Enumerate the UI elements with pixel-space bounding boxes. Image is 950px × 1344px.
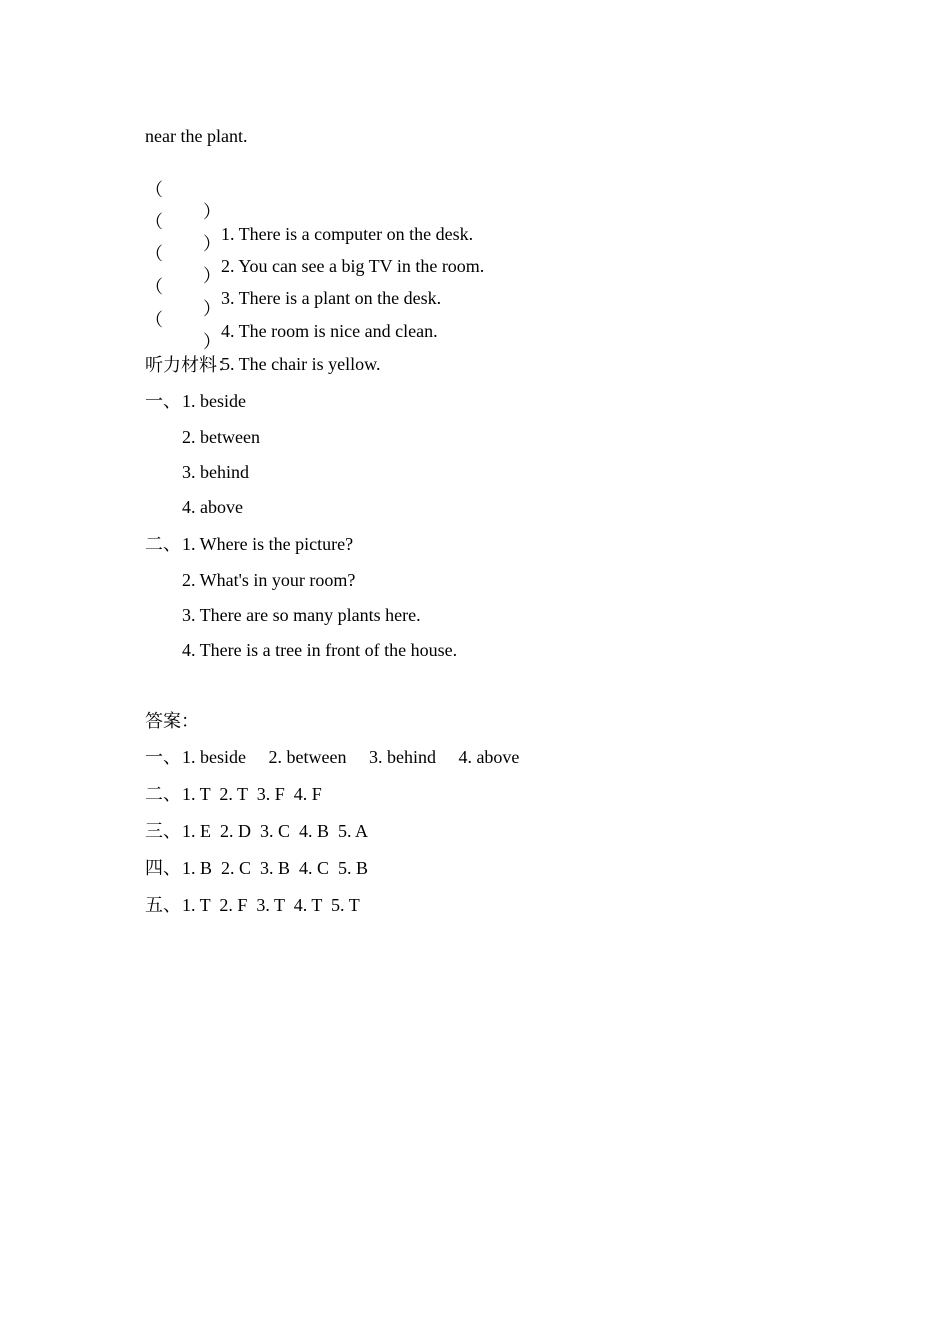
passage-text: near the plant. <box>145 126 248 146</box>
answer-row-text: 1. E 2. D 3. C 4. B 5. A <box>182 821 369 841</box>
true-false-text: 2. You can see a big TV in the room. <box>221 256 485 276</box>
open-paren: （ <box>145 277 163 297</box>
true-false-text: 5. The chair is yellow. <box>221 354 381 374</box>
listening-item: 3. behind <box>182 462 249 482</box>
open-paren: （ <box>145 180 163 200</box>
listening-item: 4. There is a tree in front of the house. <box>182 640 458 660</box>
close-paren: ） <box>203 234 221 254</box>
true-false-text: 3. There is a plant on the desk. <box>221 288 442 308</box>
listening-heading: 听力材料： <box>145 355 235 375</box>
true-false-item-1 <box>145 157 645 244</box>
listening-item: 1. Where is the picture? <box>182 534 354 554</box>
listening-item: 2. between <box>182 427 260 447</box>
listening-item: 4. above <box>182 497 243 517</box>
close-paren: ） <box>203 266 221 286</box>
open-paren: （ <box>145 310 163 330</box>
answers-heading: 答案： <box>145 711 199 731</box>
answer-row-text: 1. T 2. F 3. T 4. T 5. T <box>182 895 360 915</box>
close-paren: ） <box>203 202 221 222</box>
true-false-text: 1. There is a computer on the desk. <box>221 224 474 244</box>
answer-row-label: 四、 <box>145 858 181 878</box>
answer-row-label: 三、 <box>145 821 181 841</box>
answer-row-label: 二、 <box>145 784 181 804</box>
close-paren: ） <box>203 299 221 319</box>
answer-row-text: 1. beside 2. between 3. behind 4. above <box>182 747 520 767</box>
listening-item: 2. What's in your room? <box>182 570 356 590</box>
listening-item: 1. beside <box>182 391 246 411</box>
answer-row-label: 五、 <box>145 895 181 915</box>
listening-section-1-label: 一、 <box>145 391 181 411</box>
close-paren: ） <box>203 332 221 352</box>
answer-row-text: 1. T 2. T 3. F 4. F <box>182 784 322 804</box>
open-paren: （ <box>145 244 163 264</box>
open-paren: （ <box>145 212 163 232</box>
listening-section-2-label: 二、 <box>145 534 181 554</box>
true-false-text: 4. The room is nice and clean. <box>221 321 438 341</box>
answer-row-text: 1. B 2. C 3. B 4. C 5. B <box>182 858 369 878</box>
listening-item: 3. There are so many plants here. <box>182 605 421 625</box>
answer-row-label: 一、 <box>145 747 181 767</box>
